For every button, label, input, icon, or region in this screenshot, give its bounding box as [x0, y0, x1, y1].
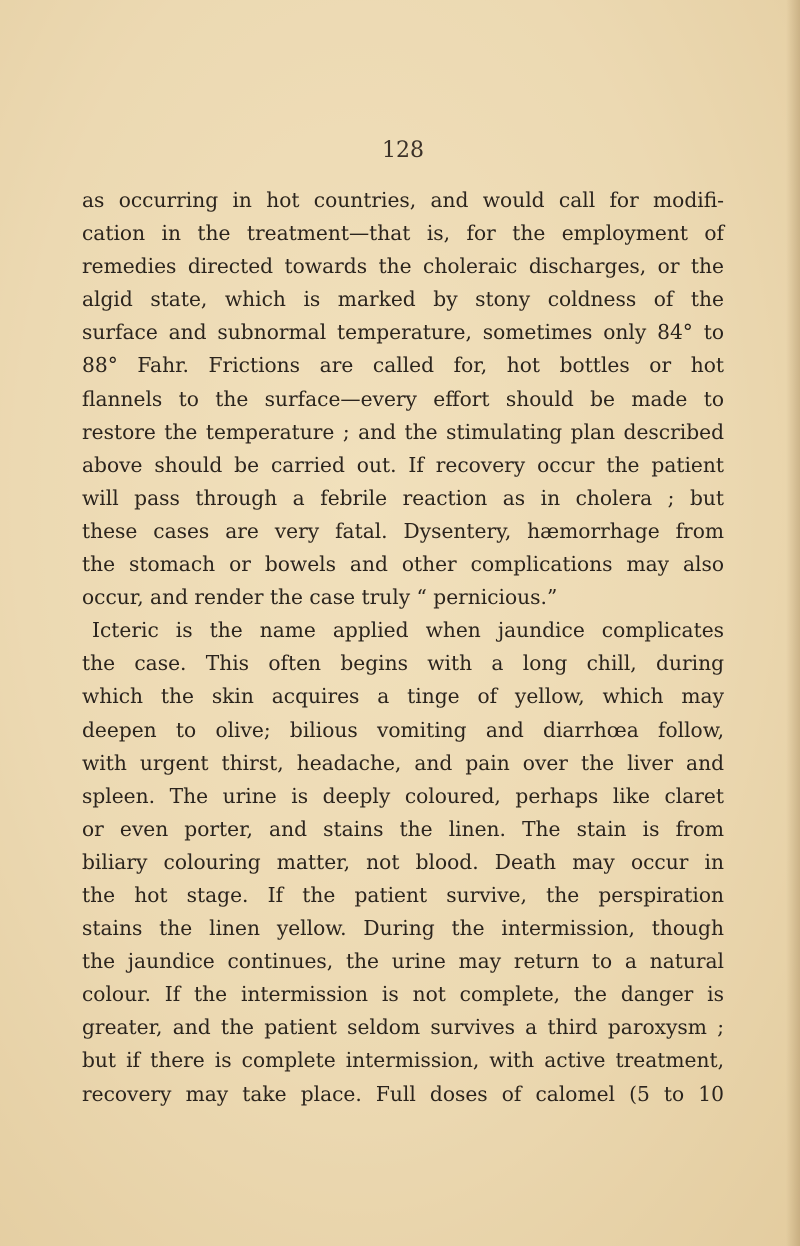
text-line: the stomach or bowels and other complications may also: [82, 552, 724, 577]
text-line: algid state, which is marked by stony coldness of the: [82, 287, 724, 312]
text-line: the hot stage. If the patient survive, the perspiration: [82, 882, 724, 907]
text-line: but if there is complete intermission, with active treatment,: [82, 1048, 724, 1073]
text-line: spleen. The urine is deeply coloured, perhaps like claret: [82, 783, 724, 808]
text-line: the jaundice continues, the urine may return to a natural: [82, 949, 724, 974]
text-line: above should be carried out. If recovery occur the patient: [82, 452, 724, 477]
text-line: recovery may take place. Full doses of calomel (5 to 10: [82, 1081, 724, 1106]
page-number: 128: [382, 138, 424, 163]
text-line: restore the temperature ; and the stimulating plan described: [82, 419, 724, 444]
text-line: biliary colouring matter, not blood. Death may occur in: [82, 849, 724, 874]
paragraph-start-line: Icteric is the name applied when jaundice complicates: [92, 618, 724, 643]
text-line: flannels to the surface—every effort should be made to: [82, 386, 724, 411]
text-line: these cases are very fatal. Dysentery, hæmorrhage from: [82, 518, 724, 543]
text-line: which the skin acquires a tinge of yellow, which may: [82, 684, 724, 709]
text-line: the case. This often begins with a long chill, during: [82, 651, 724, 676]
text-line: cation in the treatment—that is, for the employment of: [82, 221, 724, 246]
text-line: remedies directed towards the choleraic discharges, or the: [82, 254, 724, 279]
text-line: colour. If the intermission is not complete, the danger is: [82, 982, 724, 1007]
body-text: [82, 184, 724, 1111]
text-line: 88° Fahr. Frictions are called for, hot bottles or hot: [82, 353, 724, 378]
text-line: deepen to olive; bilious vomiting and diarrhœa follow,: [82, 717, 724, 742]
page-edge-shadow: [786, 0, 800, 1246]
text-line: will pass through a febrile reaction as in cholera ; but: [82, 485, 724, 510]
text-line: greater, and the patient seldom survives a third paroxysm ;: [82, 1015, 724, 1040]
text-line: as occurring in hot countries, and would call for modifi-: [82, 188, 724, 212]
text-line: stains the linen yellow. During the intermission, though: [82, 916, 724, 941]
text-line: or even porter, and stains the linen. The stain is from: [82, 816, 724, 841]
text-line: surface and subnormal temperature, sometimes only 84° to: [82, 320, 724, 345]
text-line: with urgent thirst, headache, and pain over the liver and: [82, 750, 724, 775]
text-line: occur, and render the case truly “ pernicious.”: [82, 585, 558, 610]
